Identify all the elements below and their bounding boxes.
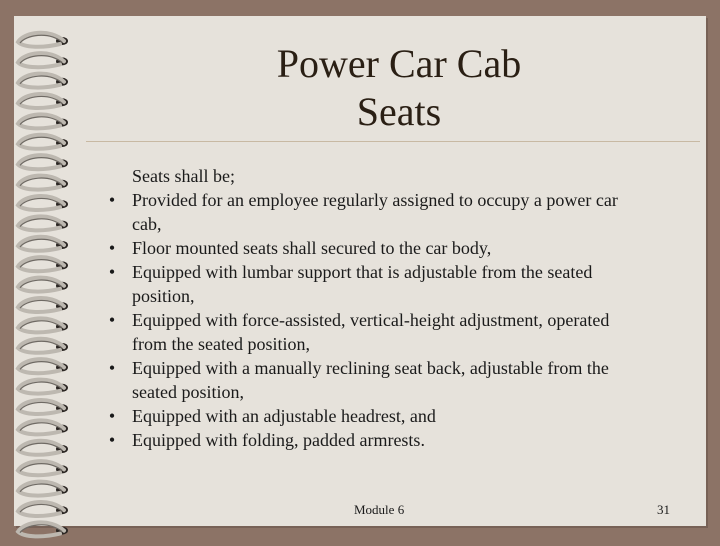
bullet-text: Equipped with lumbar support that is adjustable from the seated <box>132 262 593 282</box>
bullet-text: position, <box>132 286 195 306</box>
spiral-ring-icon <box>18 216 68 230</box>
bullet-icon: • <box>108 190 116 210</box>
bullet-text: Equipped with an adjustable headrest, and <box>132 406 436 426</box>
bullet-text: Floor mounted seats shall secured to the car body, <box>132 238 492 258</box>
spiral-ring-icon <box>18 257 68 271</box>
bullet-text: from the seated position, <box>132 334 310 354</box>
spiral-ring-icon <box>18 237 68 251</box>
spiral-ring-icon <box>18 114 68 128</box>
spiral-ring-icon <box>18 400 68 414</box>
bullet-item <box>88 260 684 284</box>
bullet-item-continuation <box>88 284 684 308</box>
bullet-item <box>88 188 684 212</box>
spiral-ring-icon <box>18 135 68 149</box>
bullet-icon: • <box>108 358 116 378</box>
spiral-ring-icon <box>18 298 68 312</box>
spiral-ring-icon <box>18 74 68 88</box>
bullet-icon: • <box>108 262 116 282</box>
bullet-item <box>88 308 684 332</box>
intro-text: Seats shall be; <box>132 166 235 186</box>
spiral-ring-icon <box>18 318 68 332</box>
spiral-ring-icon <box>18 176 68 190</box>
slide-body <box>88 164 684 452</box>
bullet-text: cab, <box>132 214 162 234</box>
bullet-item-continuation <box>88 332 684 356</box>
footer-page-number: 31 <box>657 502 670 517</box>
spiral-ring-icon <box>18 359 68 373</box>
bullet-item <box>88 404 684 428</box>
spiral-ring-icon <box>18 196 68 210</box>
spiral-ring-icon <box>18 155 68 169</box>
title-line-2: Seats <box>356 89 442 134</box>
bullet-icon: • <box>108 238 116 258</box>
bullet-item <box>88 428 684 452</box>
footer-module: Module 6 <box>354 502 405 517</box>
bullet-icon: • <box>108 406 116 426</box>
bullet-text: seated position, <box>132 382 244 402</box>
bullet-icon: • <box>108 310 116 330</box>
bullet-icon: • <box>108 430 116 450</box>
bullet-text: Equipped with force-assisted, vertical-height adjustment, operated <box>132 310 610 330</box>
bullet-item <box>88 236 684 260</box>
spiral-ring-icon <box>18 278 68 292</box>
spiral-ring-icon <box>18 339 68 353</box>
bullet-item-continuation <box>88 212 684 236</box>
bullet-item-continuation <box>88 380 684 404</box>
bullet-item <box>88 356 684 380</box>
bullet-text: Equipped with a manually reclining seat back, adjustable from the <box>132 358 609 378</box>
spiral-ring-icon <box>18 502 68 516</box>
spiral-ring-icon <box>18 94 68 108</box>
spiral-ring-icon <box>18 461 68 475</box>
spiral-ring-icon <box>18 522 68 536</box>
spiral-ring-icon <box>18 53 68 67</box>
slide-page <box>14 16 706 526</box>
spiral-ring-icon <box>18 441 68 455</box>
title-line-1: Power Car Cab <box>276 41 522 86</box>
title-divider <box>86 141 700 142</box>
bullet-text: Provided for an employee regularly assigned to occupy a power car <box>132 190 618 210</box>
slide-title <box>104 40 694 136</box>
bullet-text: Equipped with folding, padded armrests. <box>132 430 425 450</box>
spiral-ring-icon <box>18 482 68 496</box>
spiral-ring-icon <box>18 420 68 434</box>
spiral-ring-icon <box>18 33 68 47</box>
spiral-ring-icon <box>18 380 68 394</box>
